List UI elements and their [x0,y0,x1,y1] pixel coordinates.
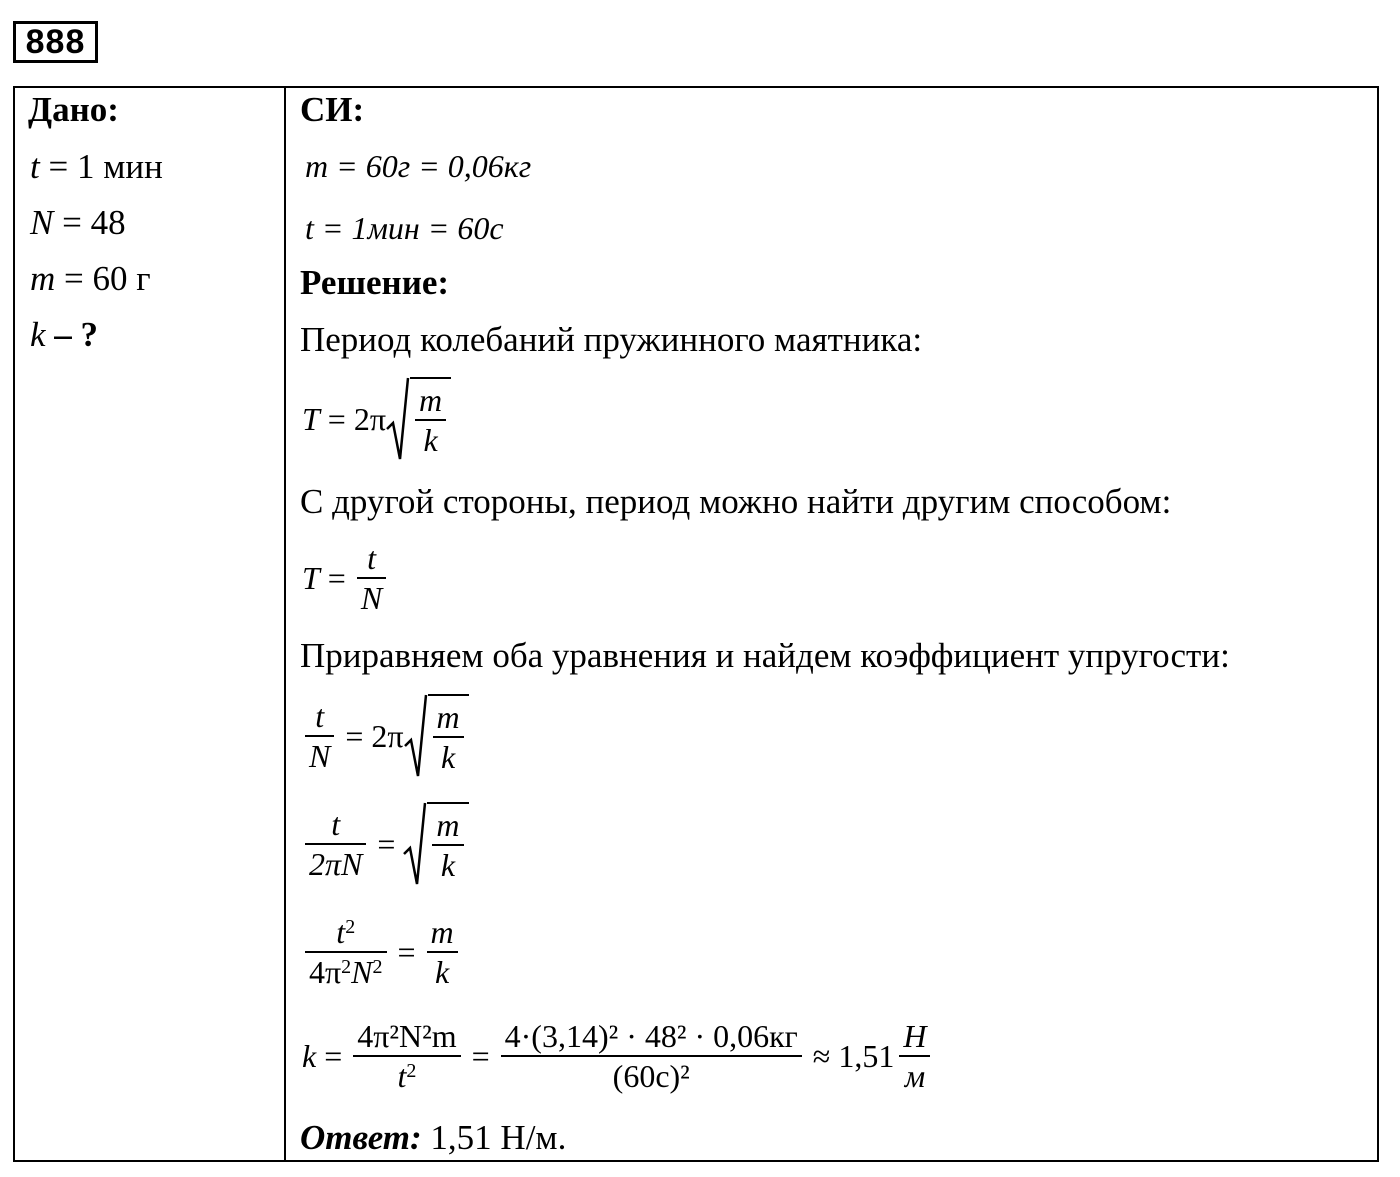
problem-number: 888 [13,21,98,63]
text-equate: Приравняем оба уравнения и найдем коэффициент упругости: [300,636,1230,675]
formula-equate-2: $\frac{t}{2\pi N}$ = $\frac{m}{k}$ [302,802,469,886]
formula-period-spring: T = 2π $\frac{m}{k}$ [302,377,451,461]
given-line-m: m = 60 г [30,259,151,298]
answer-value: 1,51 Н/м. [421,1118,567,1157]
si-time: t = 1мин = 60с [305,210,504,246]
answer-label: Ответ: [300,1118,422,1157]
sqrt-sign: $\frac{m}{k}$ [403,802,468,886]
formula-period-count: T = $\frac{t}{N}$ [302,538,389,618]
sqrt-sign: $\frac{m}{k}$ [386,377,451,461]
formula-equate-1: $\frac{t}{N}$ = 2π $\frac{m}{k}$ [302,694,469,778]
given-line-t: t = 1 мин [30,147,163,186]
answer [300,1118,566,1158]
given-line-n: N = 48 [30,203,126,242]
text-other-way: С другой стороны, период можно найти другим способом: [300,482,1172,521]
solution-header: Решение: [300,263,450,302]
si-header: СИ: [300,90,365,129]
text-period: Период колебаний пружинного маятника: [300,320,923,359]
given-line-unknown: k – ? [30,315,99,354]
column-divider [284,86,286,1162]
sqrt-sign: $\frac{m}{k}$ [404,694,469,778]
si-mass: m = 60г = 0,06кг [305,148,532,184]
solution-table [13,86,1379,1162]
given-header: Дано: [28,90,119,129]
formula-squared: $\frac{t^2}{4\pi^2N^2}$ = $\frac{m}{k}$ [302,910,461,994]
formula-result: k = $\frac{\text{4π²N²m}}{t^2}$ = $\frac{\text{4·(3,14)² · 48² · 0,06кг}}{\text{(60с)²}}$ ≈ 1,51 $\frac{Н}{м}$ [302,1014,933,1098]
